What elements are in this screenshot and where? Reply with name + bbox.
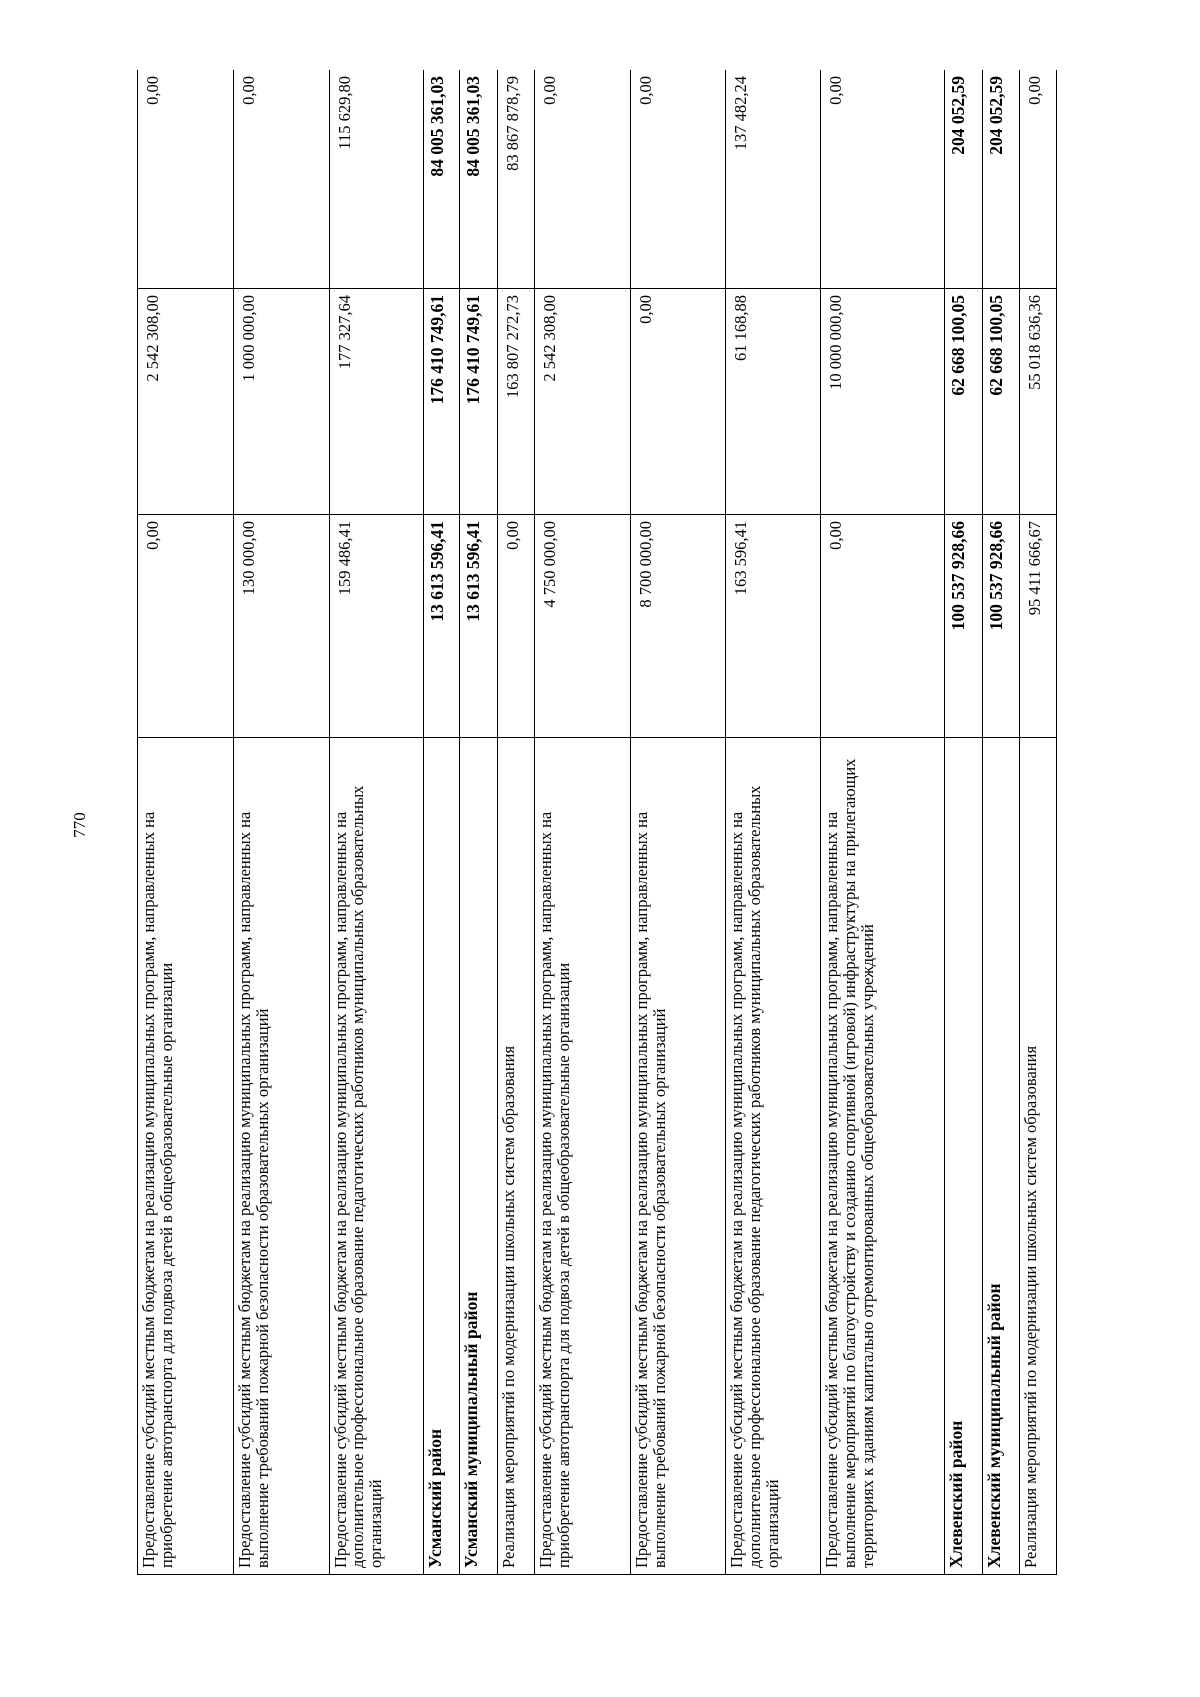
- value-cell-1: 163 596,41: [725, 515, 820, 738]
- table-wrapper: [137, 70, 1057, 1575]
- value-cell-3: 204 052,59: [945, 70, 983, 289]
- table-row: [329, 70, 423, 1575]
- value-cell-1: 0,00: [821, 515, 945, 738]
- value-cell-3: 137 482,24: [725, 70, 820, 289]
- value-cell-1: 4 750 000,00: [535, 515, 630, 738]
- value-cell-3: 0,00: [138, 70, 234, 289]
- row-name-cell: Усманский район: [423, 738, 460, 1575]
- value-cell-2: 1 000 000,00: [234, 289, 329, 515]
- value-cell-2: 10 000 000,00: [821, 289, 945, 515]
- value-cell-1: 0,00: [497, 515, 535, 738]
- row-name-cell: Предоставление субсидий местным бюджетам на реализацию муниципальных программ, направленных на выполнение требований пожарной безопасности образовательных организаций: [630, 738, 725, 1575]
- table-row: [821, 70, 945, 1575]
- value-cell-3: 83 867 878,79: [497, 70, 535, 289]
- value-cell-1: 100 537 928,66: [982, 515, 1020, 738]
- table-row-district-total: [945, 70, 983, 1575]
- table-row: [497, 70, 535, 1575]
- value-cell-2: 62 668 100,05: [945, 289, 983, 515]
- value-cell-2: 176 410 749,61: [423, 289, 460, 515]
- value-cell-2: 62 668 100,05: [982, 289, 1020, 515]
- value-cell-2: 2 542 308,00: [535, 289, 630, 515]
- value-cell-1: 130 000,00: [234, 515, 329, 738]
- table-row: [1020, 70, 1057, 1575]
- page-number: 770: [70, 812, 89, 838]
- row-name-cell: Предоставление субсидий местным бюджетам на реализацию муниципальных программ, направленных на выполнение мероприятий по благоустройству и созданию спортивной (игровой) инфраструктуры на прилегающих территориях к зданиям капитально отремонтированных общеобразовательных учреждений: [821, 738, 945, 1575]
- value-cell-1: 95 411 666,67: [1020, 515, 1057, 738]
- value-cell-2: 55 018 636,36: [1020, 289, 1057, 515]
- table-row-municipal-total: [982, 70, 1020, 1575]
- table-row-municipal-total: [460, 70, 498, 1575]
- row-name-cell: Реализация мероприятий по модернизации школьных систем образования: [497, 738, 535, 1575]
- value-cell-2: 177 327,64: [329, 289, 423, 515]
- value-cell-2: 163 807 272,73: [497, 289, 535, 515]
- value-cell-2: 0,00: [630, 289, 725, 515]
- table-row: [234, 70, 329, 1575]
- value-cell-3: 84 005 361,03: [460, 70, 498, 289]
- row-name-cell: Предоставление субсидий местным бюджетам на реализацию муниципальных программ, направленных на дополнительное профессиональное образование педагогических работников муниципальных образовательных организаций: [329, 738, 423, 1575]
- value-cell-1: 13 613 596,41: [460, 515, 498, 738]
- table-row-district-total: [423, 70, 460, 1575]
- value-cell-3: 0,00: [535, 70, 630, 289]
- value-cell-3: 0,00: [1020, 70, 1057, 289]
- value-cell-3: 115 629,80: [329, 70, 423, 289]
- rotated-table-container: [137, 70, 1057, 1575]
- value-cell-2: 61 168,88: [725, 289, 820, 515]
- table-row: [630, 70, 725, 1575]
- value-cell-1: 159 486,41: [329, 515, 423, 738]
- value-cell-3: 84 005 361,03: [423, 70, 460, 289]
- value-cell-1: 100 537 928,66: [945, 515, 983, 738]
- value-cell-3: 0,00: [234, 70, 329, 289]
- table-row: [535, 70, 630, 1575]
- value-cell-1: 8 700 000,00: [630, 515, 725, 738]
- row-name-cell: Хлевенский район: [945, 738, 983, 1575]
- value-cell-2: 176 410 749,61: [460, 289, 498, 515]
- value-cell-1: 0,00: [138, 515, 234, 738]
- budget-table: [137, 70, 1057, 1575]
- value-cell-3: 0,00: [821, 70, 945, 289]
- value-cell-1: 13 613 596,41: [423, 515, 460, 738]
- row-name-cell: Предоставление субсидий местным бюджетам на реализацию муниципальных программ, направленных на приобретение автотранспорта для подвоза детей в общеобразовательные организации: [535, 738, 630, 1575]
- row-name-cell: Хлевенский муниципальный район: [982, 738, 1020, 1575]
- table-row: [138, 70, 234, 1575]
- row-name-cell: Предоставление субсидий местным бюджетам на реализацию муниципальных программ, направленных на дополнительное профессиональное образование педагогических работников муниципальных образовательных организаций: [725, 738, 820, 1575]
- table-row: [725, 70, 820, 1575]
- row-name-cell: Усманский муниципальный район: [460, 738, 498, 1575]
- value-cell-3: 0,00: [630, 70, 725, 289]
- row-name-cell: Предоставление субсидий местным бюджетам на реализацию муниципальных программ, направленных на выполнение требований пожарной безопасности образовательных организаций: [234, 738, 329, 1575]
- row-name-cell: Реализация мероприятий по модернизации школьных систем образования: [1020, 738, 1057, 1575]
- value-cell-3: 204 052,59: [982, 70, 1020, 289]
- row-name-cell: Предоставление субсидий местным бюджетам на реализацию муниципальных программ, направленных на приобретение автотранспорта для подвоза детей в общеобразовательные организации: [138, 738, 234, 1575]
- value-cell-2: 2 542 308,00: [138, 289, 234, 515]
